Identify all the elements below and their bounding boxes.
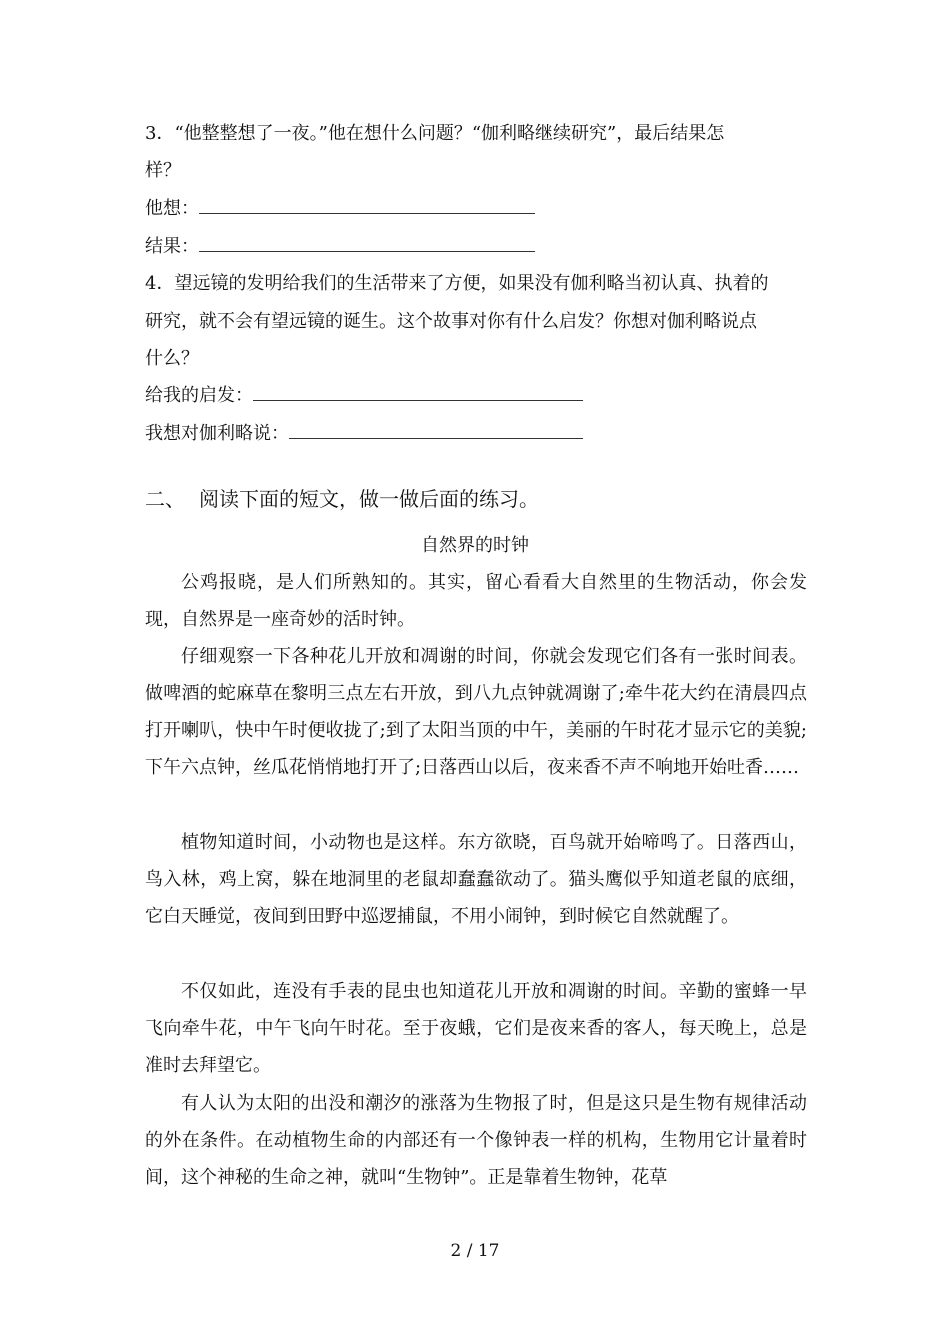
q4-text-line1: 4．望远镜的发明给我们的生活带来了方便，如果没有伽利略当初认真、执着的 bbox=[145, 273, 769, 294]
q4-text-line3: 什么？ bbox=[145, 348, 199, 369]
page-number: 2 / 17 bbox=[450, 1241, 500, 1261]
q3-answer1-label: 他想： bbox=[145, 198, 199, 219]
article-paragraph-5: 有人认为太阳的出没和潮汐的涨落为生物报了时，但是这只是生物有规律活动的外在条件。在动植物生命的内部还有一个像钟表一样的机构，生物用它计量着时间，这个神秘的生命之神，就叫“生物钟”。正是靠着生物钟，花草 bbox=[145, 1093, 807, 1188]
article-paragraph-1: 公鸡报晓，是人们所熟知的。其实，留心看看大自然里的生物活动，你会发现，自然界是一座奇妙的活时钟。 bbox=[145, 572, 807, 630]
article-title: 自然界的时钟 bbox=[421, 535, 529, 556]
q3-answer2-label: 结果： bbox=[145, 236, 199, 257]
q4-text-line2: 研究，就不会有望远镜的诞生。这个故事对你有什么启发？你想对伽利略说点 bbox=[145, 311, 757, 332]
q4-answer2-label: 我想对伽利略说： bbox=[145, 423, 289, 444]
q3-answer2-blank[interactable] bbox=[199, 235, 535, 252]
q4-answer2-blank[interactable] bbox=[289, 422, 583, 439]
q4-answer2 bbox=[145, 422, 583, 446]
q3-answer1-blank[interactable] bbox=[199, 197, 535, 214]
q3-text-line1: 3．“他整整想了一夜。”他在想什么问题？“伽利略继续研究”，最后结果怎 bbox=[145, 123, 725, 144]
q3-answer2 bbox=[145, 235, 535, 259]
q4-answer1-label: 给我的启发： bbox=[145, 385, 253, 406]
section2-number: 二、 bbox=[145, 487, 185, 511]
q4-answer1 bbox=[145, 384, 583, 408]
section2-heading bbox=[145, 486, 539, 512]
article-paragraph-4: 不仅如此，连没有手表的昆虫也知道花儿开放和凋谢的时间。辛勤的蜜蜂一早飞向牵牛花，中午飞向午时花。至于夜蛾，它们是夜来香的客人，每天晚上，总是准时去拜望它。 bbox=[145, 981, 807, 1076]
q4-answer1-blank[interactable] bbox=[253, 384, 583, 401]
q3-text-line2: 样？ bbox=[145, 160, 181, 181]
article-paragraph-2: 仔细观察一下各种花儿开放和凋谢的时间，你就会发现它们各有一张时间表。做啤酒的蛇麻草在黎明三点左右开放，到八九点钟就凋谢了;牵牛花大约在清晨四点打开喇叭，快中午时便收拢了;到了太阳当顶的中午，美丽的午时花才显示它的美貌;下午六点钟，丝瓜花悄悄地打开了;日落西山以后，夜来香不声不响地开始吐香…… bbox=[145, 646, 807, 778]
q3-answer1 bbox=[145, 197, 535, 221]
section2-instruction: 阅读下面的短文，做一做后面的练习。 bbox=[199, 487, 539, 511]
article-paragraph-3: 植物知道时间，小动物也是这样。东方欲晓，百鸟就开始啼鸣了。日落西山，鸟入林，鸡上窝，躲在地洞里的老鼠却蠢蠢欲动了。猫头鹰似乎知道老鼠的底细，它白天睡觉，夜间到田野中巡逻捕鼠，不用小闹钟，到时候它自然就醒了。 bbox=[145, 832, 807, 927]
